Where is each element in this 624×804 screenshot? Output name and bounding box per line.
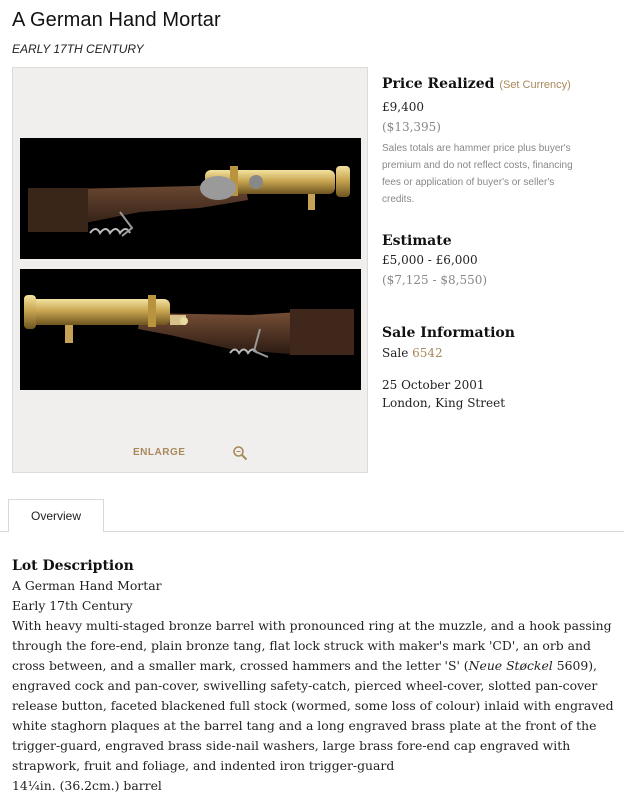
estimate-usd: ($7,125 - $8,550) [382, 273, 488, 287]
lot-image-right-side[interactable] [20, 269, 361, 390]
description-part-b: 5609), engraved cock and pan-cover, swivelling safety-catch, pierced wheel-cover, slotted pan-cover release button, faceted blackened full stock (wormed, some loss of colour) inlaid with engraved white staghorn plaques at the barrel tang and a long engraved brass plate at the front of the trigger-guard, engraved brass side-nail washers, large brass fore-end cap engraved with strapwork, fruit and foliage, and indented iron trigger-guard [12, 658, 614, 773]
lot-info-panel [382, 76, 612, 410]
page-subtitle: EARLY 17TH CENTURY [12, 42, 144, 56]
sale-number-link[interactable]: 6542 [412, 346, 443, 360]
lot-description-text [12, 616, 617, 776]
magnifier-icon[interactable] [232, 445, 248, 466]
enlarge-link[interactable]: ENLARGE [133, 447, 186, 458]
lot-title-line: A German Hand Mortar [12, 578, 162, 593]
lot-description [12, 556, 617, 796]
price-realized-heading [382, 76, 612, 92]
price-realized-gbp: £9,400 [382, 100, 424, 114]
sale-number-line [382, 346, 443, 360]
lot-date-line: Early 17th Century [12, 598, 133, 613]
sale-information-heading: Sale Information [382, 325, 515, 341]
lot-image-left-side[interactable] [20, 138, 361, 259]
estimate-heading: Estimate [382, 233, 452, 249]
tab-overview[interactable]: Overview [8, 499, 104, 532]
image-gallery [12, 67, 368, 473]
sale-label: Sale [382, 346, 413, 360]
price-disclaimer: Sales totals are hammer price plus buyer's premium and do not reflect costs, financing fees or application of buyer's or seller's credits. [382, 143, 573, 205]
estimate-gbp: £5,000 - £6,000 [382, 253, 478, 267]
reference-title: Neue Støckel [468, 658, 553, 673]
sale-location: London, King Street [382, 396, 506, 410]
price-realized-usd: ($13,395) [382, 120, 441, 134]
sale-date: 25 October 2001 [382, 378, 485, 392]
price-realized-label: Price Realized [382, 76, 495, 92]
page-title: A German Hand Mortar [12, 9, 221, 31]
lot-dimensions: 14¼in. (36.2cm.) barrel [12, 778, 162, 793]
description-part-a: With heavy multi-staged bronze barrel with pronounced ring at the muzzle, and a hook passing through the fore-end, plain bronze tang, flat lock struck with maker's mark 'CD', an orb and cross between, and a smaller mark, crossed hammers and the letter 'S' ( [12, 618, 612, 673]
lot-description-heading: Lot Description [12, 558, 134, 574]
set-currency-link[interactable]: (Set Currency) [499, 79, 571, 91]
